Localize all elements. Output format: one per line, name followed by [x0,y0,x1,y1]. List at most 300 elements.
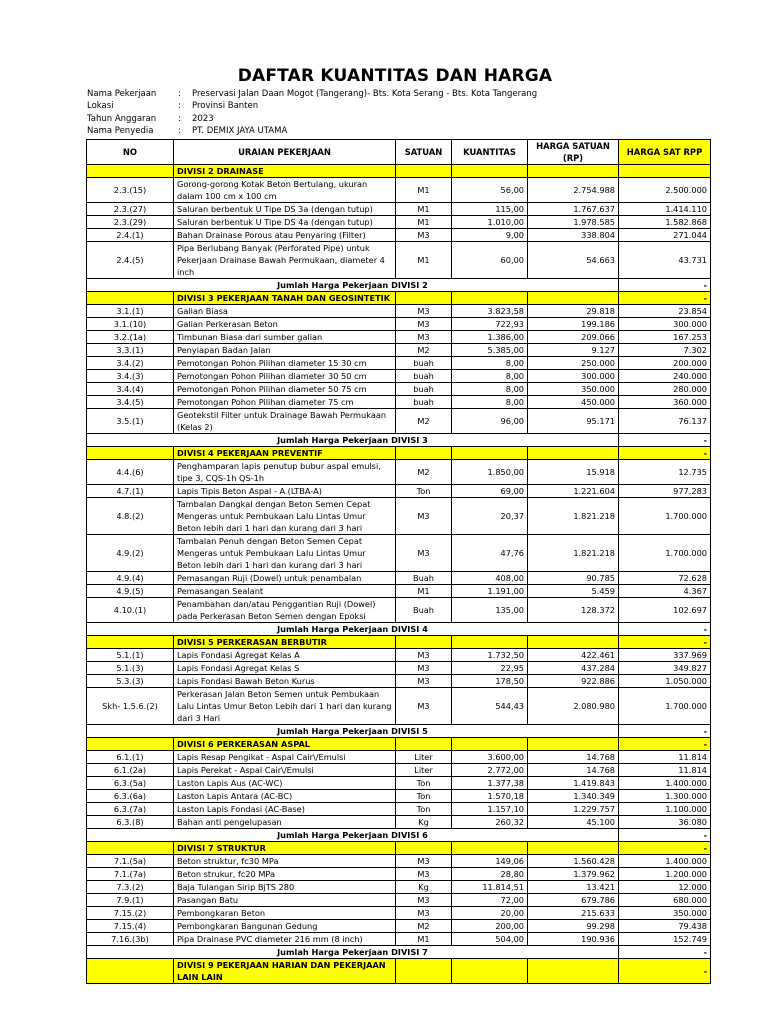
cell-unit: buah [396,396,452,409]
cell-rpp-price: 43.731 [619,242,711,279]
cell-rpp-price: 36.080 [619,816,711,829]
cell-empty [396,738,452,751]
cell-unit: M1 [396,242,452,279]
division-subtotal-row [87,946,711,959]
table-row [87,933,711,946]
cell-description: Bahan Drainase Porous atau Penyaring (Filter) [174,229,396,242]
cell-rpp-price: 360.000 [619,396,711,409]
cell-quantity: 8,00 [452,370,528,383]
cell-no: 6.3.(5a) [87,777,174,790]
table-row [87,383,711,396]
cell-rpp-price: 1.414.110 [619,203,711,216]
cell-no: 2.4.(1) [87,229,174,242]
table-row [87,790,711,803]
cell-unit: M3 [396,688,452,725]
cell-rpp-price: 1.400.000 [619,777,711,790]
division-subtotal-row [87,279,711,292]
cell-description: Bahan anti pengelupasan [174,816,396,829]
cell-unit-price: 13.421 [528,881,619,894]
cell-empty [87,842,174,855]
cell-unit-price: 199.186 [528,318,619,331]
cell-rpp-price: 12.000 [619,881,711,894]
cell-quantity: 2.772,00 [452,764,528,777]
cell-unit-price: 15.918 [528,460,619,485]
cell-no: 7.15.(4) [87,920,174,933]
cell-unit: M1 [396,585,452,598]
cell-description: Gorong-gorong Kotak Beton Bertulang, ukuran dalam 100 cm x 100 cm [174,178,396,203]
cell-no: 6.3.(7a) [87,803,174,816]
meta-value: Provinsi Banten [192,101,259,112]
table-row [87,816,711,829]
cell-description: Lapis Fondasi Agregat Kelas S [174,662,396,675]
cell-no: 5.1.(1) [87,649,174,662]
cell-empty [528,292,619,305]
cell-quantity: 28,80 [452,868,528,881]
cell-description: Galian Perkerasan Beton [174,318,396,331]
cell-empty [87,959,174,984]
cell-quantity: 1.570,18 [452,790,528,803]
cell-description: Pipa Drainase PVC diameter 216 mm (8 inch) [174,933,396,946]
cell-rpp-price: 1.582.868 [619,216,711,229]
cell-rpp-total: - [619,636,711,649]
cell-description: Laston Lapis Fondasi (AC-Base) [174,803,396,816]
cell-unit-price: 250.000 [528,357,619,370]
table-row [87,894,711,907]
cell-quantity: 544,43 [452,688,528,725]
cell-no: 7.1.(7a) [87,868,174,881]
cell-quantity: 11.814,51 [452,881,528,894]
cell-description: Lapis Resap Pengikat - Aspal Cair\/Emulsi [174,751,396,764]
cell-unit: Ton [396,485,452,498]
cell-quantity: 1.157,10 [452,803,528,816]
cell-rpp-total [619,165,711,178]
cell-no: 5.3.(3) [87,675,174,688]
cell-unit-price: 1.978.585 [528,216,619,229]
col-header-description: URAIAN PEKERJAAN [174,140,396,165]
cell-empty [87,165,174,178]
cell-unit: Liter [396,764,452,777]
division-subtotal-row [87,623,711,636]
cell-no: 4.7.(1) [87,485,174,498]
cell-empty [452,447,528,460]
cell-unit-price: 209.066 [528,331,619,344]
table-row [87,535,711,572]
cell-unit-price: 90.785 [528,572,619,585]
cell-rpp-price: 200.000 [619,357,711,370]
cell-unit: M3 [396,894,452,907]
project-info [87,88,537,138]
subtotal-label: Jumlah Harga Pekerjaan DIVISI 6 [87,829,619,842]
cell-rpp-total: - [619,959,711,984]
cell-empty [528,738,619,751]
division-header-row [87,842,711,855]
cell-unit: M2 [396,920,452,933]
cell-description: Saluran berbentuk U Tipe DS 4a (dengan tutup) [174,216,396,229]
cell-description: Tambalan Dangkal dengan Beton Semen Cepat Mengeras untuk Pembukaan Lalu Lintas Umur Beton lebih dari 1 hari dan kurang dari 3 hari [174,498,396,535]
col-header-unit-price: HARGA SATUAN (RP) [528,140,619,165]
cell-rpp-price: 1.100.000 [619,803,711,816]
cell-unit-price: 128.372 [528,598,619,623]
table-body [87,165,711,984]
cell-no: 6.3.(6a) [87,790,174,803]
cell-unit: Buah [396,572,452,585]
subtotal-label: Jumlah Harga Pekerjaan DIVISI 7 [87,946,619,959]
cell-unit: M2 [396,344,452,357]
cell-empty [87,636,174,649]
cell-unit-price: 45.100 [528,816,619,829]
cell-rpp-price: 2.500.000 [619,178,711,203]
cell-empty [87,292,174,305]
cell-unit-price: 14.768 [528,764,619,777]
cell-quantity: 135,00 [452,598,528,623]
cell-description: Laston Lapis Antara (AC-BC) [174,790,396,803]
cell-unit-price: 5.459 [528,585,619,598]
division-subtotal-row [87,829,711,842]
cell-quantity: 9,00 [452,229,528,242]
cell-description: Pembongkaran Beton [174,907,396,920]
cell-empty [528,165,619,178]
cell-rpp-total: - [619,738,711,751]
table-row [87,585,711,598]
cell-no: 7.1.(5a) [87,855,174,868]
cell-quantity: 8,00 [452,357,528,370]
cell-unit: Liter [396,751,452,764]
cell-no: 3.4.(5) [87,396,174,409]
cell-description: Pemasangan Ruji (Dowel) untuk penambalan [174,572,396,585]
cell-quantity: 5.385,00 [452,344,528,357]
cell-description: Penambahan dan/atau Penggantian Ruji (Dowel) pada Perkerasan Beton Semen dengan Epoksi [174,598,396,623]
cell-unit-price: 9.127 [528,344,619,357]
cell-quantity: 20,00 [452,907,528,920]
table-row [87,764,711,777]
meta-label: Tahun Anggaran [87,113,157,124]
table-row [87,396,711,409]
subtotal-value: - [619,725,711,738]
cell-unit: Ton [396,790,452,803]
cell-empty [452,636,528,649]
meta-label: Nama Pekerjaan [87,89,157,99]
cell-unit: M3 [396,498,452,535]
cell-empty [528,447,619,460]
table-row [87,777,711,790]
cell-rpp-price: 102.697 [619,598,711,623]
cell-quantity: 408,00 [452,572,528,585]
table-row [87,216,711,229]
meta-value: PT. DEMIX JAYA UTAMA [192,126,288,137]
cell-quantity: 1.010,00 [452,216,528,229]
table-row [87,868,711,881]
division-subtotal-row [87,434,711,447]
cell-quantity: 115,00 [452,203,528,216]
cell-empty [528,842,619,855]
meta-value: Preservasi Jalan Daan Mogot (Tangerang)- Bts. Kota Serang - Bts. Kota Tangerang [192,89,538,99]
cell-rpp-price: 349.827 [619,662,711,675]
cell-no: 3.4.(4) [87,383,174,396]
cell-quantity: 56,00 [452,178,528,203]
cell-description: Pemasangan Sealant [174,585,396,598]
subtotal-value: - [619,829,711,842]
cell-unit: Buah [396,598,452,623]
table-row [87,572,711,585]
cell-no: 3.4.(3) [87,370,174,383]
table-header-row [87,140,711,165]
meta-colon: : [178,126,181,137]
cell-quantity: 504,00 [452,933,528,946]
cell-rpp-price: 1.400.000 [619,855,711,868]
subtotal-value: - [619,946,711,959]
cell-unit-price: 338.804 [528,229,619,242]
table-row [87,344,711,357]
table-row [87,881,711,894]
cell-rpp-price: 1.700.000 [619,688,711,725]
cell-no: 5.1.(3) [87,662,174,675]
cell-rpp-total: - [619,842,711,855]
cell-quantity: 60,00 [452,242,528,279]
subtotal-value: - [619,279,711,292]
division-header-row [87,959,711,984]
cell-unit-price: 2.754.988 [528,178,619,203]
col-header-unit: SATUAN [396,140,452,165]
cell-rpp-price: 1.700.000 [619,498,711,535]
cell-empty [452,959,528,984]
cell-description: Pemotongan Pohon Pilihan diameter 30 50 cm [174,370,396,383]
cell-unit-price: 450.000 [528,396,619,409]
cell-unit: Ton [396,803,452,816]
meta-row [87,88,537,100]
cell-description: Laston Lapis Aus (AC-WC) [174,777,396,790]
cell-quantity: 149,06 [452,855,528,868]
cell-rpp-price: 680.000 [619,894,711,907]
meta-label: Lokasi [87,101,114,112]
cell-rpp-price: 300.000 [619,318,711,331]
cell-rpp-price: 167.253 [619,331,711,344]
cell-quantity: 1.191,00 [452,585,528,598]
cell-unit: M3 [396,535,452,572]
cell-description: Pemotongan Pohon Pilihan diameter 75 cm [174,396,396,409]
subtotal-label: Jumlah Harga Pekerjaan DIVISI 2 [87,279,619,292]
table-row [87,305,711,318]
document-title: DAFTAR KUANTITAS DAN HARGA [237,66,553,86]
cell-unit-price: 1.560.428 [528,855,619,868]
cell-rpp-price: 12.735 [619,460,711,485]
cell-rpp-price: 7.302 [619,344,711,357]
cell-quantity: 20,37 [452,498,528,535]
cell-unit: M3 [396,855,452,868]
cell-no: 7.9.(1) [87,894,174,907]
table-row [87,803,711,816]
meta-colon: : [178,113,181,124]
cell-unit: M3 [396,305,452,318]
cell-empty [87,738,174,751]
cell-no: 7.3.(2) [87,881,174,894]
cell-unit: M1 [396,178,452,203]
cell-description: Lapis Perekat - Aspal Cair\/Emulsi [174,764,396,777]
cell-rpp-price: 1.200.000 [619,868,711,881]
cell-empty [396,292,452,305]
cell-unit-price: 29.818 [528,305,619,318]
cell-empty [396,165,452,178]
division-subtotal-row [87,725,711,738]
cell-description: Pasangan Batu [174,894,396,907]
division-title: DIVISI 4 PEKERJAAN PREVENTIF [174,447,396,460]
division-title: DIVISI 9 PEKERJAAN HARIAN DAN PEKERJAAN LAIN LAIN [174,959,396,984]
cell-unit: M3 [396,662,452,675]
cell-no: 6.1.(2a) [87,764,174,777]
cell-no: 4.9.(2) [87,535,174,572]
cell-rpp-price: 11.814 [619,751,711,764]
col-header-no: NO [87,140,174,165]
cell-unit-price: 99.298 [528,920,619,933]
meta-label: Nama Penyedia [87,126,154,137]
cell-rpp-price: 72.628 [619,572,711,585]
cell-quantity: 8,00 [452,383,528,396]
table-row [87,649,711,662]
table-row [87,907,711,920]
cell-unit-price: 14.768 [528,751,619,764]
table-row [87,318,711,331]
cell-unit: M1 [396,933,452,946]
col-header-rpp-price: HARGA SAT RPP [619,140,711,165]
division-title: DIVISI 2 DRAINASE [174,165,396,178]
table-row [87,688,711,725]
cell-rpp-price: 337.969 [619,649,711,662]
cell-rpp-price: 977.283 [619,485,711,498]
cell-unit-price: 1.379.962 [528,868,619,881]
cell-unit: M1 [396,203,452,216]
cell-rpp-price: 350.000 [619,907,711,920]
subtotal-value: - [619,434,711,447]
cell-unit-price: 1.767.637 [528,203,619,216]
table-row [87,920,711,933]
cell-description: Penyiapan Badan Jalan [174,344,396,357]
cell-rpp-price: 1.300.000 [619,790,711,803]
table-row [87,178,711,203]
table-row [87,855,711,868]
meta-row [87,113,537,125]
division-header-row [87,447,711,460]
meta-colon: : [178,101,181,112]
table-row [87,331,711,344]
cell-unit: M3 [396,229,452,242]
cell-no: 2.3.(27) [87,203,174,216]
subtotal-label: Jumlah Harga Pekerjaan DIVISI 5 [87,725,619,738]
table-row [87,675,711,688]
cell-quantity: 3.600,00 [452,751,528,764]
cell-no: 7.15.(2) [87,907,174,920]
cell-quantity: 1.377,38 [452,777,528,790]
cell-no: 3.1.(10) [87,318,174,331]
cell-rpp-price: 271.044 [619,229,711,242]
division-header-row [87,292,711,305]
cell-quantity: 22,95 [452,662,528,675]
cell-no: 6.1.(1) [87,751,174,764]
cell-unit: M3 [396,649,452,662]
cell-unit-price: 2.080.980 [528,688,619,725]
cell-rpp-price: 23.854 [619,305,711,318]
cell-no: 4.9.(5) [87,585,174,598]
cell-unit: M3 [396,675,452,688]
col-header-quantity: KUANTITAS [452,140,528,165]
cell-description: Geotekstil Filter untuk Drainage Bawah Permukaan (Kelas 2) [174,409,396,434]
table-row [87,751,711,764]
cell-quantity: 69,00 [452,485,528,498]
cell-description: Beton struktur, fc30 MPa [174,855,396,868]
cell-unit-price: 1.340.349 [528,790,619,803]
table-row [87,370,711,383]
cell-no: 3.5.(1) [87,409,174,434]
cell-unit: M1 [396,216,452,229]
cell-unit-price: 437.284 [528,662,619,675]
cell-quantity: 178,50 [452,675,528,688]
cell-quantity: 1.386,00 [452,331,528,344]
table-row [87,598,711,623]
cell-unit-price: 350.000 [528,383,619,396]
cell-description: Penghamparan lapis penutup bubur aspal emulsi, tipe 3, CQS-1h QS-1h [174,460,396,485]
cell-empty [452,842,528,855]
cell-description: Pemotongan Pohon Pilihan diameter 15 30 cm [174,357,396,370]
cell-description: Lapis Tipis Beton Aspal - A (LTBA-A) [174,485,396,498]
cell-quantity: 96,00 [452,409,528,434]
cell-description: Pipa Berlubang Banyak (Perforated Pipe) untuk Pekerjaan Drainase Bawah Permukaan, diameter 4 inch [174,242,396,279]
division-header-row [87,738,711,751]
cell-unit-price: 215.633 [528,907,619,920]
cell-rpp-price: 11.814 [619,764,711,777]
cell-no: 4.4.(6) [87,460,174,485]
division-header-row [87,636,711,649]
table-row [87,229,711,242]
cell-description: Tambalan Penuh dengan Beton Semen Cepat Mengeras untuk Pembukaan Lalu Lintas Umur Beton lebih dari 1 hari dan kurang dari 3 hari [174,535,396,572]
cell-no: 2.4.(5) [87,242,174,279]
division-header-row [87,165,711,178]
subtotal-label: Jumlah Harga Pekerjaan DIVISI 3 [87,434,619,447]
cell-unit: Kg [396,881,452,894]
cell-no: 4.10.(1) [87,598,174,623]
meta-value: 2023 [192,113,214,124]
cell-unit-price: 1.419.843 [528,777,619,790]
cell-rpp-price: 1.050.000 [619,675,711,688]
cell-unit-price: 1.821.218 [528,498,619,535]
division-title: DIVISI 7 STRUKTUR [174,842,396,855]
meta-colon: : [178,89,181,99]
cell-rpp-price: 79.438 [619,920,711,933]
cell-rpp-price: 1.700.000 [619,535,711,572]
cell-unit: buah [396,357,452,370]
cell-no: 4.8.(2) [87,498,174,535]
cell-no: 2.3.(29) [87,216,174,229]
cell-empty [452,292,528,305]
cell-rpp-total: - [619,447,711,460]
meta-row [87,100,537,112]
table-row [87,460,711,485]
cell-quantity: 72,00 [452,894,528,907]
cell-description: Baja Tulangan Sirip BjTS 280 [174,881,396,894]
cell-unit-price: 190.936 [528,933,619,946]
cell-quantity: 200,00 [452,920,528,933]
cell-quantity: 3.823,58 [452,305,528,318]
cell-description: Pemotongan Pohon Pilihan diameter 50 75 cm [174,383,396,396]
division-title: DIVISI 3 PEKERJAAN TANAH DAN GEOSINTETIK [174,292,396,305]
cell-unit: M3 [396,318,452,331]
cell-empty [87,447,174,460]
cell-unit-price: 1.229.757 [528,803,619,816]
cell-empty [452,165,528,178]
table-row [87,357,711,370]
cell-unit: Kg [396,816,452,829]
cell-rpp-price: 280.000 [619,383,711,396]
cell-unit: M2 [396,460,452,485]
table-row [87,662,711,675]
table-row [87,242,711,279]
